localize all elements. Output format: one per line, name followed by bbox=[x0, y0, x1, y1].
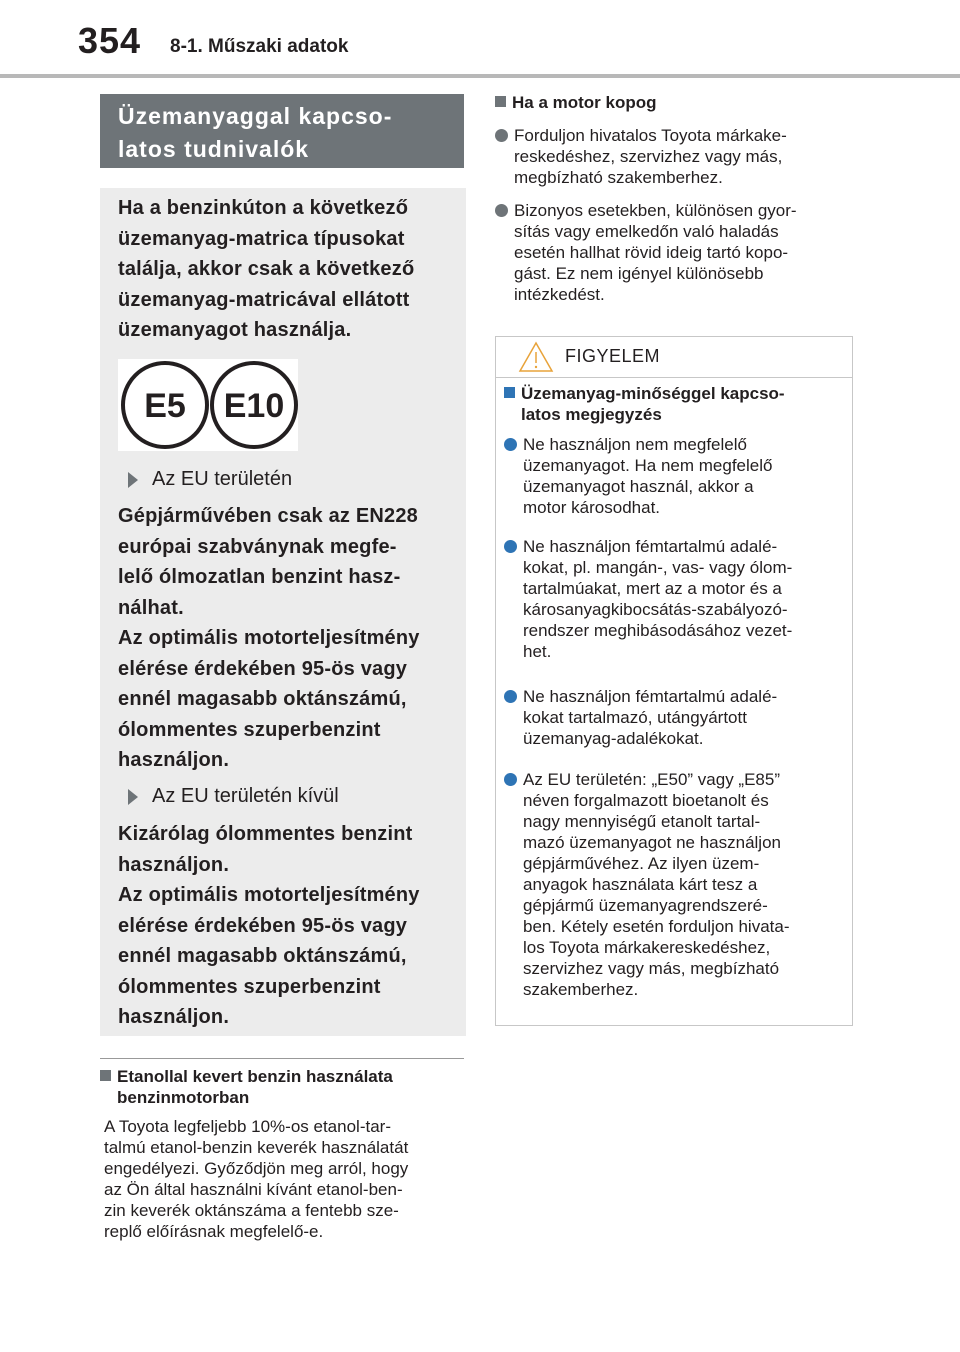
non-eu-label: Az EU területén kívül bbox=[152, 785, 339, 807]
text-line: megbízható szakemberhez. bbox=[514, 168, 723, 187]
knock-bullet bbox=[495, 125, 854, 188]
header-rule bbox=[0, 74, 960, 78]
circle-bullet-icon bbox=[504, 773, 517, 786]
heading-line: latos megjegyzés bbox=[521, 405, 662, 424]
divider bbox=[100, 1058, 464, 1059]
fuel-sticker-graphic bbox=[118, 359, 298, 451]
text-line: nagy mennyiségű etanolt tartal- bbox=[523, 812, 761, 831]
text-line: zin keverék oktánszáma a fentebb sze- bbox=[104, 1201, 399, 1220]
text-line: engedélyezi. Győződjön meg arról, hogy bbox=[104, 1159, 409, 1178]
text-line: Az optimális motorteljesítmény bbox=[118, 884, 420, 906]
text-line: szakemberhez. bbox=[523, 980, 639, 999]
non-eu-subheading bbox=[118, 785, 339, 808]
text-line: elérése érdekében 95-ös vagy bbox=[118, 657, 408, 680]
text-line: Kizárólag ólommentes benzint bbox=[118, 823, 413, 845]
text-line: használjon. bbox=[118, 749, 230, 771]
section-label: 8-1. Műszaki adatok bbox=[170, 36, 349, 57]
triangle-bullet-icon bbox=[128, 472, 138, 488]
sticker-e5: E5 bbox=[144, 387, 186, 425]
text-line: üzemanyag-adalékokat. bbox=[523, 729, 704, 748]
knock-bullet bbox=[495, 200, 854, 305]
text-line: ennél magasabb oktánszámú, bbox=[118, 688, 407, 710]
text-line: az Ön által használni kívánt etanol-ben- bbox=[104, 1180, 403, 1199]
text-line: találja, akkor csak a következő bbox=[118, 258, 415, 280]
text-line: Ne használjon fémtartalmú adalé- bbox=[523, 687, 778, 706]
text-line: mazó üzemanyagot ne használjon bbox=[523, 833, 781, 852]
ethanol-heading bbox=[100, 1066, 464, 1108]
eu-subheading bbox=[118, 468, 292, 491]
text-line: esetén hallhat rövid ideig tartó kopo- bbox=[514, 243, 789, 262]
text-line: intézkedést. bbox=[514, 285, 605, 304]
warning-bullet bbox=[504, 686, 843, 749]
text-line: tartalmúakat, mert az a motor és a bbox=[523, 579, 782, 598]
text-line: üzemanyagot használja. bbox=[118, 319, 352, 341]
circle-bullet-icon bbox=[504, 438, 517, 451]
text-line: használjon. bbox=[118, 1006, 230, 1028]
text-line: Az optimális motorteljesítmény bbox=[118, 627, 420, 649]
text-line: szervizhez vagy más, megbízható bbox=[523, 959, 780, 978]
text-line: anyagok használata kárt tesz a bbox=[523, 875, 758, 894]
text-line: ben. Kétely esetén forduljon hivata- bbox=[523, 917, 790, 936]
section-title-line: Üzemanyaggal kapcso- bbox=[118, 103, 393, 129]
non-eu-text bbox=[118, 819, 458, 1033]
text-line: replő előírásnak megfelelő-e. bbox=[104, 1222, 324, 1241]
fuel-stickers bbox=[118, 359, 298, 451]
text-line: üzemanyagot. Ha nem megfelelő bbox=[523, 456, 773, 475]
heading-line: Etanollal kevert benzin használata bbox=[117, 1067, 393, 1086]
heading-text: Ha a motor kopog bbox=[512, 93, 657, 112]
warning-label: FIGYELEM bbox=[565, 346, 661, 366]
text-line: Ne használjon fémtartalmú adalé- bbox=[523, 537, 778, 556]
text-line: Bizonyos esetekben, különösen gyor- bbox=[514, 201, 797, 220]
text-line: reskedéshez, szervizhez vagy más, bbox=[514, 147, 783, 166]
text-line: het. bbox=[523, 642, 552, 661]
text-line: Forduljon hivatalos Toyota márkake- bbox=[514, 126, 787, 145]
warning-heading bbox=[504, 383, 844, 425]
text-line: gást. Ez nem igényel különösebb bbox=[514, 264, 764, 283]
text-line: elérése érdekében 95-ös vagy bbox=[118, 914, 408, 937]
eu-label: Az EU területén bbox=[152, 468, 293, 490]
text-line: üzemanyag-matrica típusokat bbox=[118, 227, 405, 250]
text-line: európai szabványnak megfe- bbox=[118, 535, 397, 558]
eu-text bbox=[118, 501, 458, 776]
ethanol-paragraph bbox=[104, 1116, 466, 1242]
square-bullet-icon bbox=[495, 96, 506, 107]
text-line: motor károsodhat. bbox=[523, 498, 661, 517]
square-bullet-icon bbox=[100, 1070, 111, 1081]
text-line: ólommentes szuperbenzint bbox=[118, 975, 381, 998]
circle-bullet-icon bbox=[504, 540, 517, 553]
text-line: kokat, pl. mangán-, vas- vagy ólom- bbox=[523, 558, 793, 577]
text-line: üzemanyag-matricával ellátott bbox=[118, 288, 410, 311]
text-line: sítás vagy emelkedőn való haladás bbox=[514, 222, 779, 241]
text-line: használjon. bbox=[118, 853, 230, 876]
circle-bullet-icon bbox=[495, 204, 508, 217]
warning-bullet bbox=[504, 536, 843, 662]
warning-box bbox=[495, 336, 853, 1026]
text-line: üzemanyagot használ, akkor a bbox=[523, 477, 754, 496]
heading-line: Üzemanyag-minőséggel kapcso- bbox=[521, 384, 785, 403]
circle-bullet-icon bbox=[504, 690, 517, 703]
text-line: lelő ólmozatlan benzint hasz- bbox=[118, 566, 401, 588]
text-line: Ha a benzinkúton a következő bbox=[118, 197, 409, 219]
circle-bullet-icon bbox=[495, 129, 508, 142]
text-line: károsanyagkibocsátás-szabályozó- bbox=[523, 600, 788, 619]
text-line: néven forgalmazott bioetanolt és bbox=[523, 791, 769, 810]
sticker-e10: E10 bbox=[223, 387, 285, 425]
text-line: ólommentes szuperbenzint bbox=[118, 718, 381, 741]
warning-bullet bbox=[504, 434, 843, 518]
text-line: A Toyota legfeljebb 10%-os etanol-tar- bbox=[104, 1117, 391, 1136]
text-line: Ne használjon nem megfelelő bbox=[523, 435, 747, 454]
text-line: los Toyota márkakereskedéshez, bbox=[523, 938, 771, 957]
text-line: talmú etanol-benzin keverék használatát bbox=[104, 1138, 409, 1157]
warning-triangle-icon bbox=[518, 341, 554, 373]
intro-text bbox=[118, 193, 458, 346]
text-line: nálhat. bbox=[118, 596, 184, 619]
page-number: 354 bbox=[78, 20, 142, 61]
text-line: rendszer meghibásodásához vezet- bbox=[523, 621, 793, 640]
text-line: kokat tartalmazó, utángyártott bbox=[523, 708, 747, 727]
square-bullet-icon bbox=[504, 387, 515, 398]
heading-line: benzinmotorban bbox=[117, 1088, 250, 1107]
warning-header bbox=[496, 337, 852, 378]
triangle-bullet-icon bbox=[128, 789, 138, 805]
text-line: Az EU területén: „E50” vagy „E85” bbox=[523, 770, 781, 789]
text-line: Gépjárművében csak az EN228 bbox=[118, 505, 418, 527]
fuel-info-box bbox=[100, 188, 466, 1036]
warning-bullet bbox=[504, 769, 843, 1000]
text-line: ennél magasabb oktánszámú, bbox=[118, 945, 407, 967]
text-line: gépjárművéhez. Az ilyen üzem- bbox=[523, 854, 760, 873]
knock-heading bbox=[495, 92, 657, 113]
section-title-line: latos tudnivalók bbox=[118, 136, 310, 162]
section-title bbox=[100, 94, 464, 168]
text-line: gépjármű üzemanyagrendszeré- bbox=[523, 896, 768, 915]
